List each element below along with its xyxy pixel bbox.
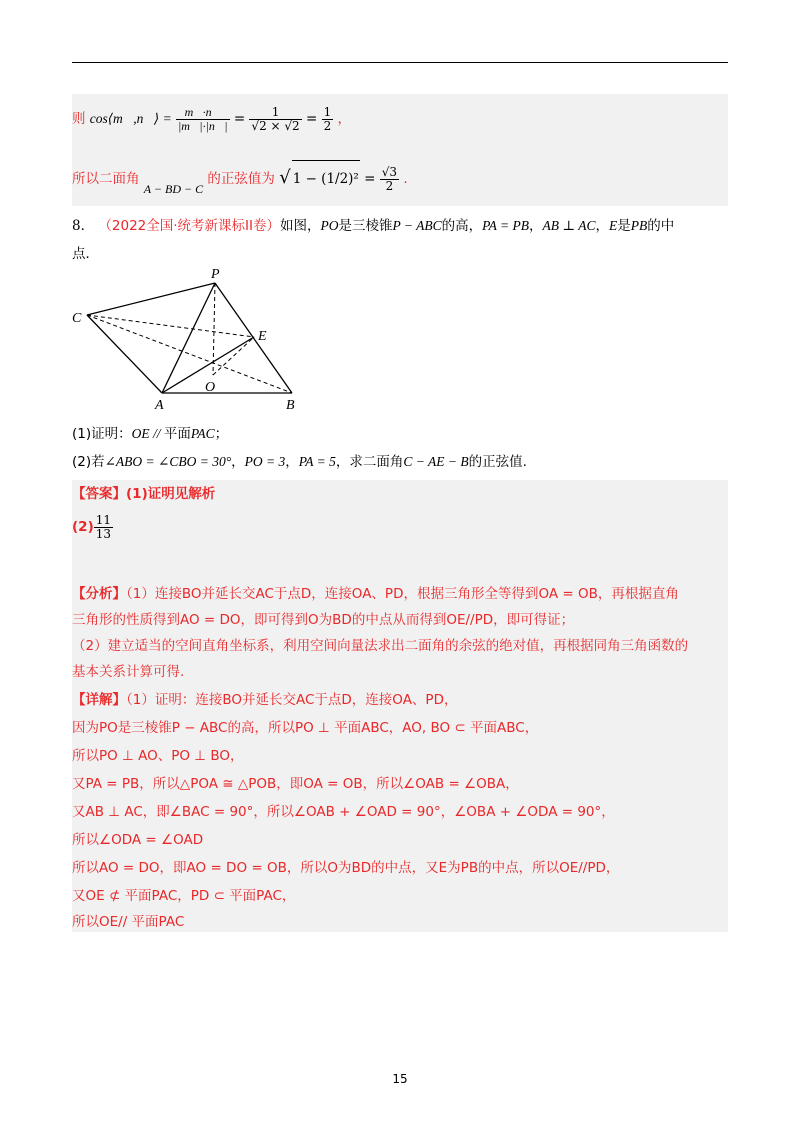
fraction-mn: $\frac{m⃗\cdot n⃗}{|m⃗|\cdot|n⃗|}$ [177, 105, 228, 133]
edge-CA [87, 315, 162, 393]
edge-CP [87, 283, 215, 315]
analysis-line-3: （2）建立适当的空间直角坐标系，利用空间向量法求出二面角的余弦的绝对值，再根据同角三角函数的 [72, 638, 689, 654]
analysis-line-1: 【分析】（1）连接BO并延长交AC于点D，连接OA、PD，根据三角形全等得到OA = OB，再根据直角 [72, 586, 679, 602]
label-P: P [211, 267, 220, 282]
fraction-sqrt2: $\frac{1}{√2 \times √2}$ [251, 105, 300, 133]
problem-stem-line-2: 点． [72, 246, 99, 262]
analysis-line-4: 基本关系计算可得. [72, 664, 185, 680]
answer-line-2: (2) $\frac{11}{13}$ [72, 513, 112, 541]
label-B: B [286, 398, 295, 413]
prev-line-2: 所以二面角 A − BD − C 的正弦值为 √ 1 − (1/2)² = $\frac{√3}{2}$ . [72, 160, 408, 197]
hidden-OE [213, 337, 254, 375]
hidden-CB [87, 315, 292, 393]
problem-stem-line-1: 8． （2022全国·统考新课标II卷）如图，PO是三棱锥P − ABC的高，PA = PB，AB ⊥ AC，E是PB的中 [72, 218, 675, 234]
prev-line-1: 则 cos⟨m⃗,n⃗⟩ = $\frac{m⃗\cdot n⃗}{|m⃗|\cdot|n⃗|}$ = $\frac{1}{√2 \times √2}$ = $\frac{1}{2}$ ， [72, 105, 352, 133]
fraction-sqrt3-over-2: $\frac{√3}{2}$ [381, 165, 398, 193]
hidden-CE [87, 315, 254, 337]
label-A: A [155, 398, 164, 413]
fraction-half: $\frac{1}{2}$ [323, 105, 332, 133]
pyramid-figure [72, 265, 312, 415]
detail-line-4: 又PA = PB，所以△POA ≅ △POB，即OA = OB，所以∠OAB = ∠OBA， [72, 776, 519, 792]
detail-line-2: 因为PO是三棱锥P − ABC的高，所以PO ⊥ 平面ABC，AO, BO ⊂ 平面ABC， [72, 720, 539, 736]
detail-line-3: 所以PO ⊥ AO、PO ⊥ BO， [72, 748, 244, 764]
detail-line-5: 又AB ⊥ AC，即∠BAC = 90°，所以∠OAB + ∠OAD = 90°，∠OBA + ∠ODA = 90°， [72, 804, 615, 820]
answer-line-1: 【答案】(1)证明见解析 [72, 486, 216, 502]
label-E: E [258, 329, 267, 344]
analysis-line-2: 三角形的性质得到AO = DO，即可得到O为BD的中点从而得到OE//PD，即可得证； [72, 612, 575, 628]
question-1: (1)证明：OE // 平面PAC； [72, 426, 229, 442]
answer-fraction: $\frac{11}{13}$ [95, 513, 112, 541]
detail-line-7: 所以AO = DO，即AO = DO = OB，所以O为BD的中点，又E为PB的中点，所以OE//PD， [72, 860, 620, 876]
question-2: (2)若∠ABO = ∠CBO = 30°，PO = 3，PA = 5，求二面角C − AE − B的正弦值. [72, 454, 527, 470]
detail-line-1: 【详解】（1）证明：连接BO并延长交AC于点D，连接OA、PD， [72, 692, 458, 708]
detail-line-9: 所以OE// 平面PAC [72, 914, 185, 930]
label-C: C [72, 311, 82, 326]
header-rule [72, 62, 728, 63]
label-O: O [205, 380, 216, 395]
detail-line-6: 所以∠ODA = ∠OAD [72, 832, 204, 848]
detail-line-8: 又OE ⊄ 平面PAC，PD ⊂ 平面PAC， [72, 888, 296, 904]
page-number: 15 [392, 1072, 408, 1086]
